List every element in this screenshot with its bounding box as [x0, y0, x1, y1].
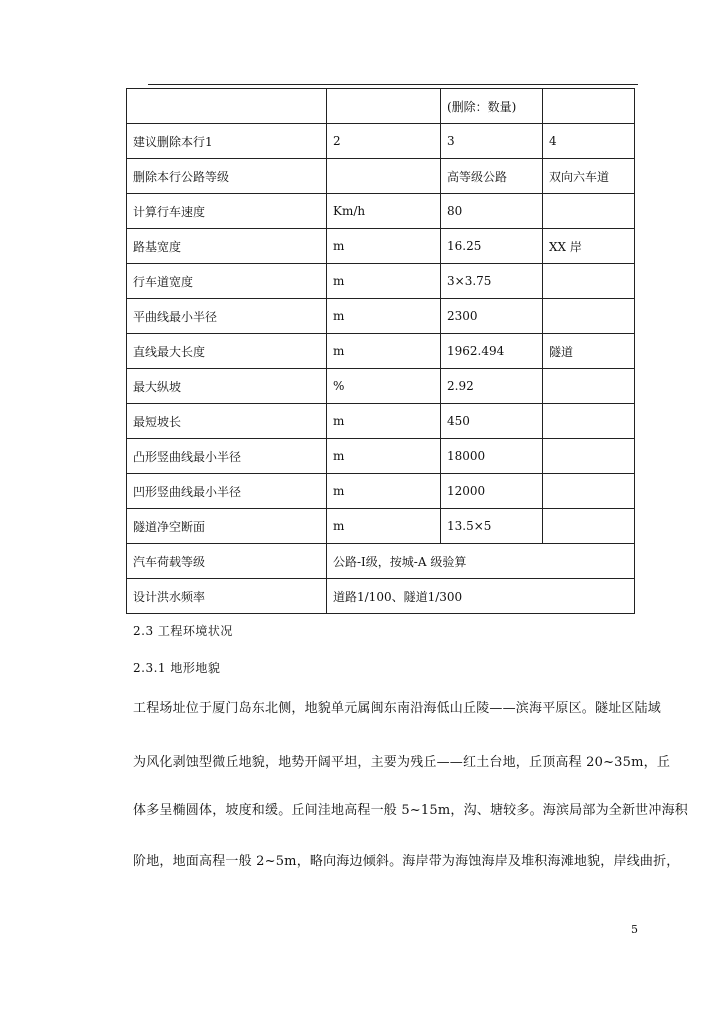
table-row — [127, 544, 635, 579]
table-cell: 隧道净空断面 — [127, 509, 327, 544]
subsection-heading: 2.3.1 地形地貌 — [133, 661, 221, 675]
table-cell: 建议删除本行1 — [127, 124, 327, 159]
table-cell: 高等级公路 — [441, 159, 543, 194]
table-row — [127, 89, 635, 124]
table-cell: m — [327, 439, 441, 474]
table-cell: XX 岸 — [543, 229, 635, 264]
table-cell: 80 — [441, 194, 543, 229]
paragraph-line: 工程场址位于厦门岛东北侧，地貌单元属闽东南沿海低山丘陵——滨海平原区。隧址区陆域 — [133, 701, 662, 716]
parameters-table — [126, 88, 635, 614]
table-cell: 450 — [441, 404, 543, 439]
table-row — [127, 124, 635, 159]
table-cell — [543, 369, 635, 404]
table-cell — [543, 89, 635, 124]
table-cell — [327, 159, 441, 194]
table-row — [127, 229, 635, 264]
table-cell: 平曲线最小半径 — [127, 299, 327, 334]
table-cell: 删除本行公路等级 — [127, 159, 327, 194]
table-cell: 3 — [441, 124, 543, 159]
paragraph-line: 为风化剥蚀型微丘地貌，地势开阔平坦，主要为残丘——红土台地，丘顶高程 20~35m，丘 — [133, 755, 671, 770]
table-cell: 凹形竖曲线最小半径 — [127, 474, 327, 509]
table-cell: 直线最大长度 — [127, 334, 327, 369]
table-cell: 隧道 — [543, 334, 635, 369]
table-cell: 2 — [327, 124, 441, 159]
table-cell — [543, 194, 635, 229]
table-cell: 1962.494 — [441, 334, 543, 369]
table-cell: (删除：数量) — [441, 89, 543, 124]
table-cell: m — [327, 404, 441, 439]
table-cell: 最短坡长 — [127, 404, 327, 439]
table-cell: 凸形竖曲线最小半径 — [127, 439, 327, 474]
section-heading: 2.3 工程环境状况 — [133, 624, 233, 638]
table-cell — [543, 474, 635, 509]
table-cell: 行车道宽度 — [127, 264, 327, 299]
table-cell: 设计洪水频率 — [127, 579, 327, 614]
table-row — [127, 369, 635, 404]
table-cell: 计算行车速度 — [127, 194, 327, 229]
table-cell — [543, 299, 635, 334]
table-row — [127, 159, 635, 194]
table-cell: 汽车荷载等级 — [127, 544, 327, 579]
table-cell: 2300 — [441, 299, 543, 334]
table-cell: 双向六车道 — [543, 159, 635, 194]
table-cell: 最大纵坡 — [127, 369, 327, 404]
page-number: 5 — [631, 923, 638, 936]
table-row — [127, 299, 635, 334]
table-cell: m — [327, 264, 441, 299]
table-cell — [543, 439, 635, 474]
table-row — [127, 474, 635, 509]
paragraph-line: 体多呈椭圆体，坡度和缓。丘间洼地高程一般 5~15m，沟、塘较多。海滨局部为全新世冲海积 — [133, 803, 688, 818]
table-cell-merged: 道路1/100、隧道1/300 — [327, 579, 635, 614]
table-cell — [543, 509, 635, 544]
table-cell — [543, 264, 635, 299]
table-cell: m — [327, 299, 441, 334]
table-cell: 12000 — [441, 474, 543, 509]
table-cell: 18000 — [441, 439, 543, 474]
table-row — [127, 439, 635, 474]
table-cell — [543, 404, 635, 439]
table-cell: 2.92 — [441, 369, 543, 404]
table-cell-merged: 公路-Ⅰ级，按城-A 级验算 — [327, 544, 635, 579]
table-cell: 13.5×5 — [441, 509, 543, 544]
table-row — [127, 509, 635, 544]
table-cell: 路基宽度 — [127, 229, 327, 264]
table-cell — [327, 89, 441, 124]
table-cell: m — [327, 474, 441, 509]
table-row — [127, 334, 635, 369]
table-cell: m — [327, 229, 441, 264]
table-cell: 16.25 — [441, 229, 543, 264]
table-row — [127, 194, 635, 229]
table-row — [127, 404, 635, 439]
table-cell: 4 — [543, 124, 635, 159]
table-cell — [127, 89, 327, 124]
table-cell: Km/h — [327, 194, 441, 229]
table-cell: % — [327, 369, 441, 404]
header-rule — [148, 84, 638, 85]
table-row — [127, 264, 635, 299]
table-cell: m — [327, 334, 441, 369]
paragraph-line: 阶地，地面高程一般 2~5m，略向海边倾斜。海岸带为海蚀海岸及堆积海滩地貌，岸线曲折， — [133, 854, 680, 869]
table-row — [127, 579, 635, 614]
table-cell: m — [327, 509, 441, 544]
table-cell: 3×3.75 — [441, 264, 543, 299]
